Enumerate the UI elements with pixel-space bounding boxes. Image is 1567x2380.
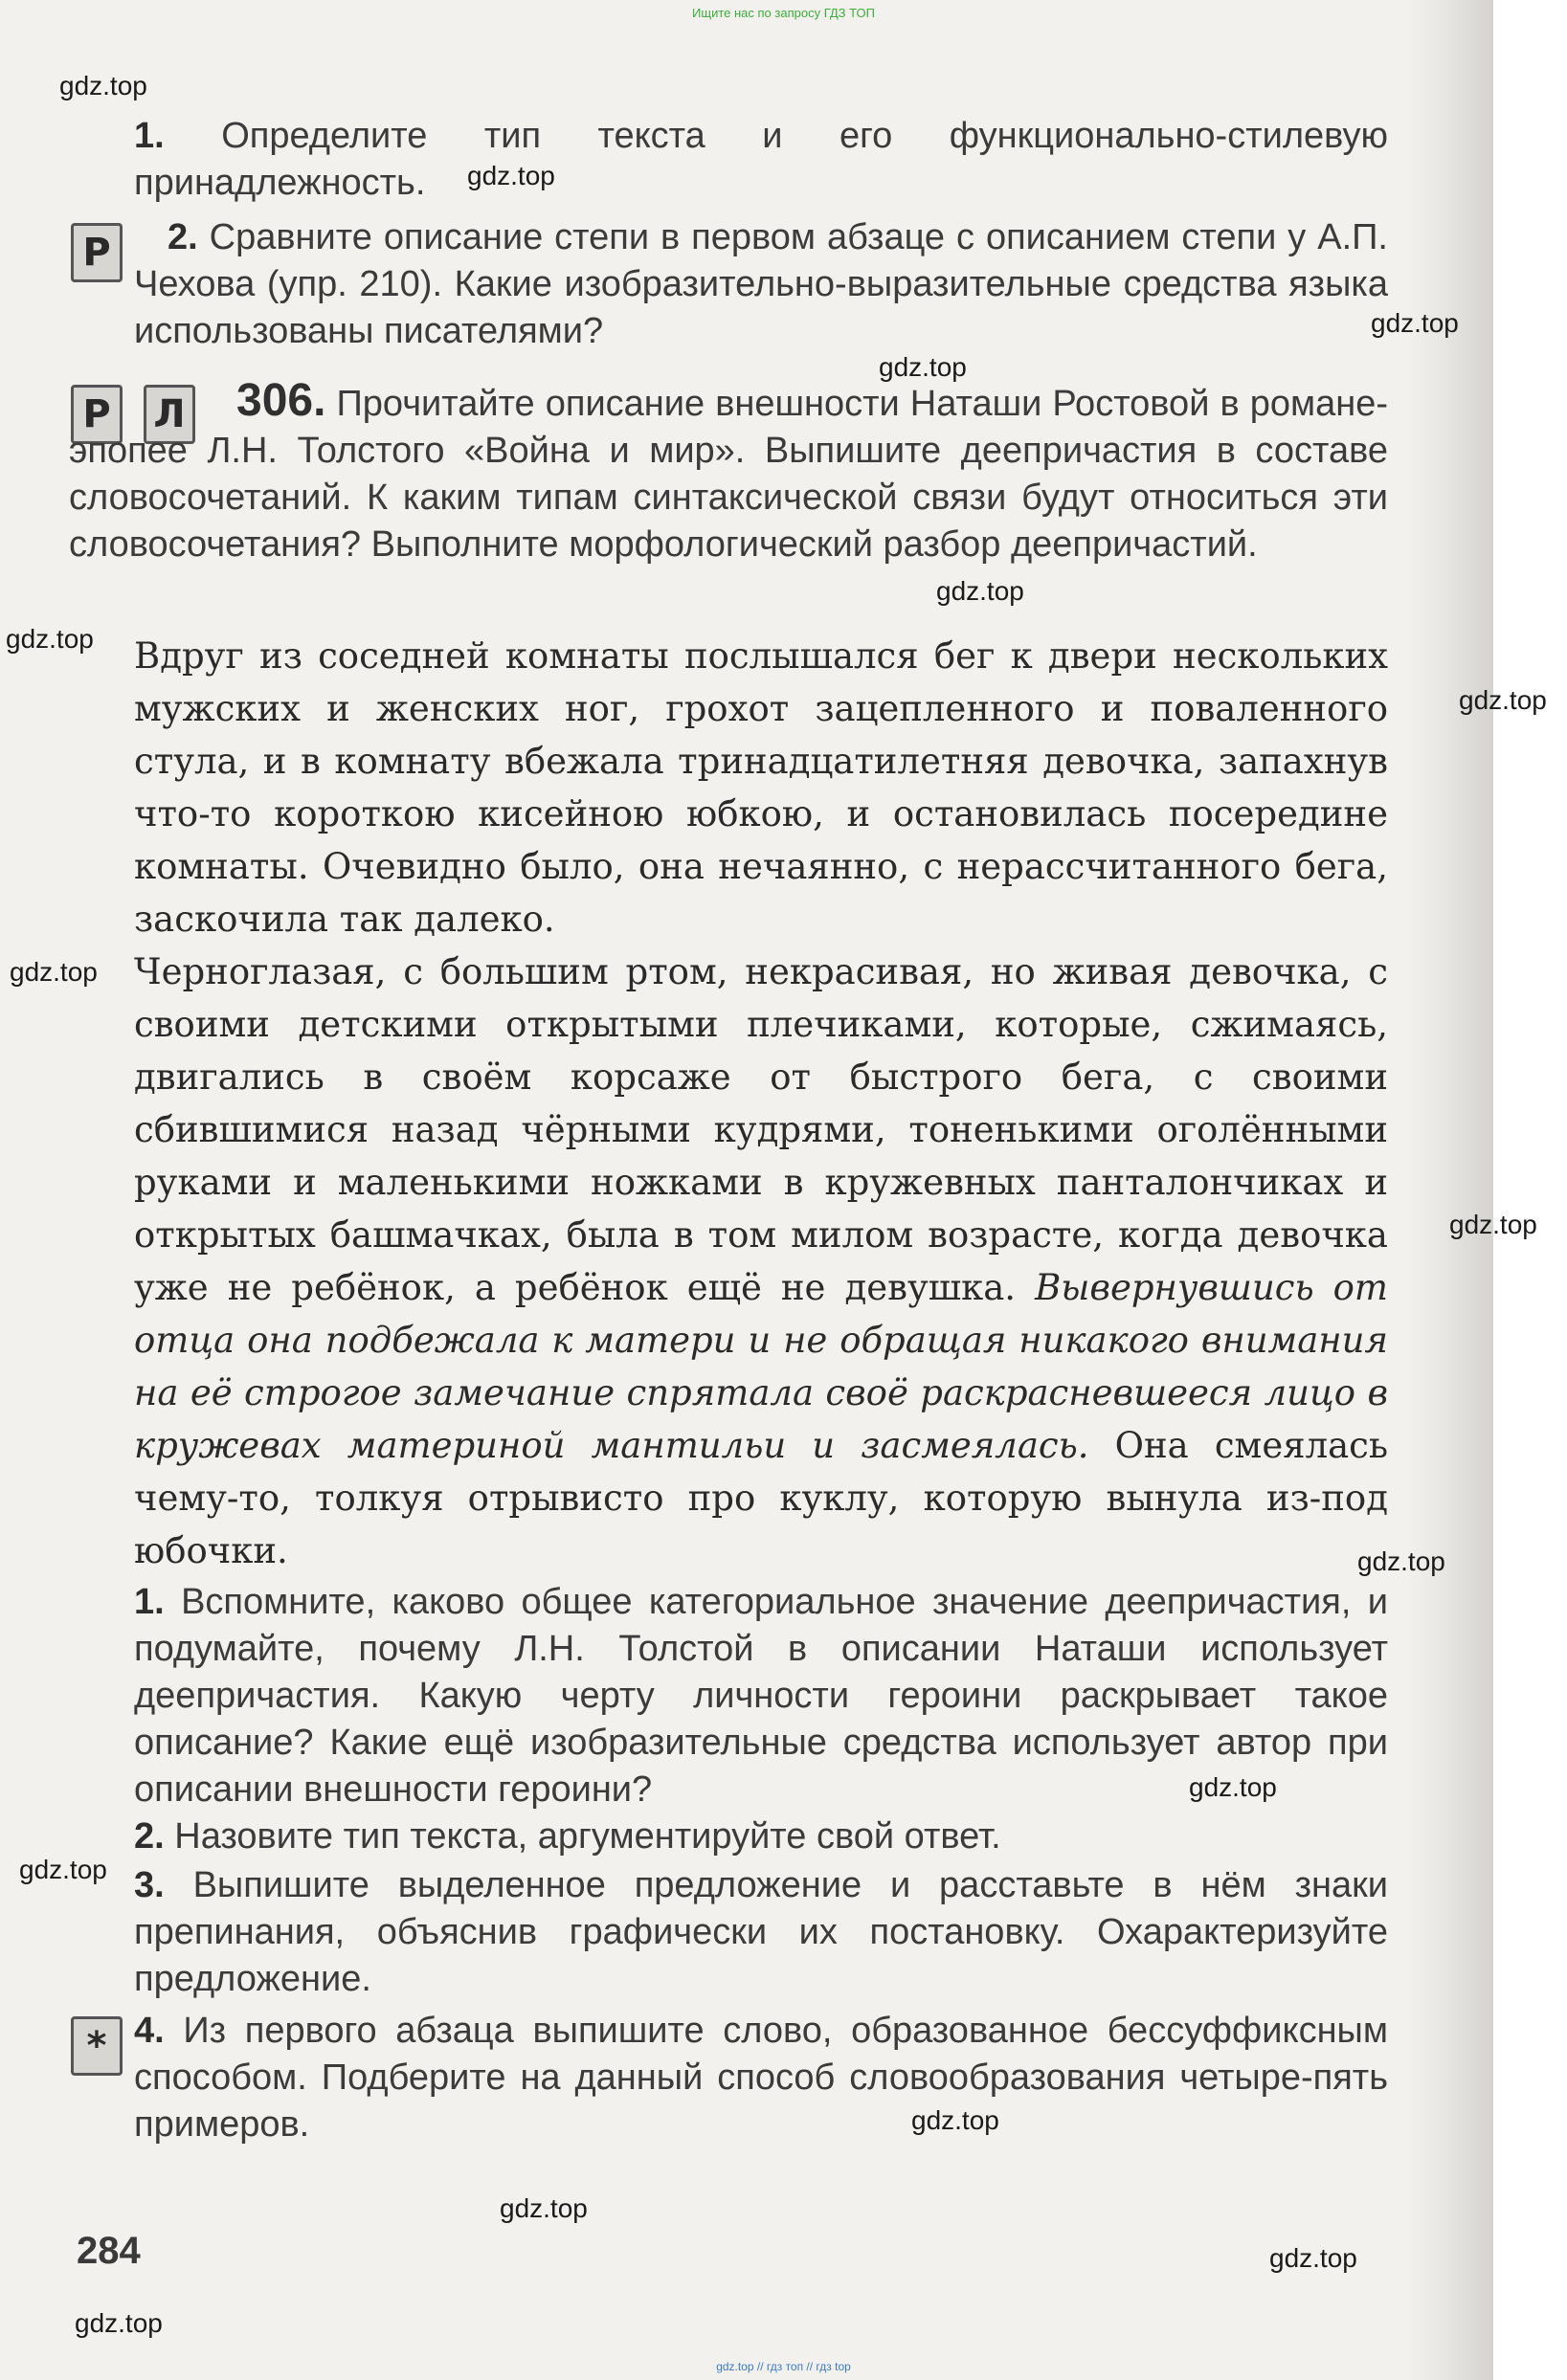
- watermark: gdz.top: [1449, 1210, 1537, 1239]
- task-2-text: Назовите тип текста, аргументируйте свой ответ.: [174, 1816, 1001, 1857]
- header-note: Ищите нас по запросу ГДЗ ТОП: [692, 6, 875, 20]
- literary-text: [134, 630, 1388, 1577]
- footer-note: gdz.top // гдз топ // гдз top: [716, 2360, 851, 2373]
- question-1: [134, 113, 1388, 207]
- text-paragraph-2: [134, 945, 1388, 1577]
- exercise-task-text: Прочитайте описание внешности Наташи Ростовой в романе-эпопее Л.Н. Толстого «Война и мир». Выпишите деепричастия в составе словосочетаний. К каким типам синтаксической связи будут относиться эти словосочетания? Выполните морфологический разбор деепричастий.: [69, 384, 1388, 565]
- task-1-number: 1.: [134, 1582, 165, 1622]
- watermark: gdz.top: [467, 161, 555, 190]
- watermark: gdz.top: [1357, 1546, 1445, 1576]
- question-2-text: Сравните описание степи в первом абзаце с описанием степи у А.П. Чехова (упр. 210). Какие изобразительно-выразительные средства языка использованы писателями?: [134, 217, 1388, 351]
- question-1-number: 1.: [134, 116, 165, 156]
- badge-l-icon: Л: [144, 385, 195, 444]
- text-paragraph-2-end: Она смеялась чему-то, толкуя отрывисто про куклу, которую вынула из-под юбочки.: [134, 1425, 1389, 1571]
- text-paragraph-2-start: Черноглазая, с большим ртом, некрасивая, но живая девочка, с своими детскими открытыми плечиками, которые, сжимаясь, двигались в своём корсаже от быстрого бега, с своими сбившимися назад чёрными кудрями, тоненькими оголёнными руками и маленькими ножками в кружевных панталончиках и открытых башмачках, была в том милом возрасте, когда девочка уже не ребёнок, а ребёнок ещё не девушка.: [134, 951, 1388, 1308]
- task-3-number: 3.: [134, 1865, 165, 1905]
- exercise-306-task: [69, 377, 1388, 568]
- task-3: [134, 1862, 1388, 2003]
- watermark: gdz.top: [6, 624, 94, 654]
- watermark: gdz.top: [911, 2105, 999, 2135]
- watermark: gdz.top: [1189, 1772, 1277, 1802]
- badge-r-icon: Р: [71, 385, 123, 444]
- right-margin: [1493, 0, 1567, 2380]
- watermark: gdz.top: [1459, 685, 1547, 715]
- task-1-text: Вспомните, каково общее категориальное значение деепричастия, и подумайте, почему Л.Н. Толстой в описании Наташи использует деепричастия. Какую черту личности героини раскрывает такое описание? Какие ещё изобразительные средства использует автор при описании внешности героини?: [134, 1582, 1388, 1810]
- page-number: 284: [77, 2230, 141, 2272]
- watermark: gdz.top: [59, 71, 147, 100]
- page-edge-shadow: [1407, 0, 1493, 2380]
- watermark: gdz.top: [1269, 2243, 1357, 2273]
- watermark: gdz.top: [936, 576, 1024, 606]
- watermark: gdz.top: [75, 2308, 163, 2338]
- question-1-text: Определите тип текста и его функционально-стилевую принадлежность.: [134, 116, 1389, 203]
- watermark: gdz.top: [1371, 308, 1459, 338]
- question-2: [134, 214, 1388, 355]
- task-4-number: 4.: [134, 2011, 165, 2051]
- task-2-number: 2.: [134, 1816, 165, 1857]
- question-2-number: 2.: [168, 217, 198, 257]
- watermark: gdz.top: [500, 2193, 588, 2223]
- task-3-text: Выпишите выделенное предложение и расставьте в нём знаки препинания, объяснив графически их постановку. Охарактеризуйте предложение.: [134, 1865, 1388, 1999]
- text-paragraph-1: Вдруг из соседней комнаты послышался бег к двери нескольких мужских и женских ног, грохот зацепленного и поваленного стула, и в комнату вбежала тринадцатилетняя девочка, запахнув что-то короткою кисейною юбкою, и остановилась посередине комнаты. Очевидно было, она нечаянно, с нерассчитанного бега, заскочила так далеко.: [134, 635, 1388, 940]
- exercise-number: 306.: [236, 375, 326, 426]
- asterisk-badge-icon: *: [71, 2016, 123, 2076]
- watermark: gdz.top: [19, 1855, 107, 1884]
- watermark: gdz.top: [879, 352, 967, 382]
- highlighted-sentence: Вывернувшись от отца она подбежала к матери и не обращая никакого внимания на её строгое замечание спрятала своё раскрасневшееся лицо в кружевах материной мантильи и засмеялась.: [134, 1267, 1388, 1466]
- watermark: gdz.top: [10, 957, 98, 987]
- task-4: [134, 2008, 1388, 2148]
- task-4-text: Из первого абзаца выпишите слово, образованное бессуффиксным способом. Подберите на данный способ словообразования четыре-пять примеров.: [134, 2011, 1388, 2145]
- badge-r-icon: Р: [71, 223, 123, 282]
- task-2: [134, 1813, 1388, 1860]
